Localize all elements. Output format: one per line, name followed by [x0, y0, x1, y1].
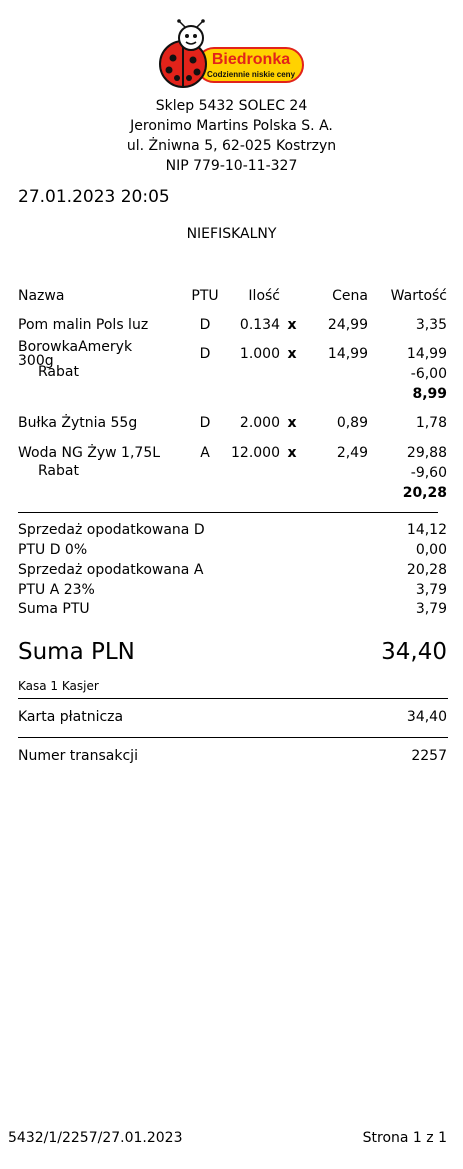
tax-label: Sprzedaż opodatkowana D: [18, 522, 205, 538]
footer-document-id: 5432/1/2257/27.01.2023: [8, 1130, 183, 1146]
item-price: 0,89: [336, 415, 368, 431]
divider: [18, 512, 438, 513]
payment-value: 34,40: [406, 709, 447, 725]
store-line-1: Sklep 5432 SOLEC 24: [155, 98, 308, 114]
item-value: 3,35: [415, 317, 447, 333]
item-qty: 0.134: [239, 317, 280, 333]
item-ptu: D: [199, 346, 211, 362]
item-qty: 1.000: [239, 346, 280, 362]
sum-value: 34,40: [381, 639, 447, 665]
discount-label: Rabat: [38, 364, 79, 380]
item-value: 14,99: [406, 346, 447, 362]
multiply-icon: x: [287, 346, 297, 362]
item-name: BorowkaAmeryk 300g: [18, 339, 133, 369]
tax-value: 0,00: [415, 542, 447, 558]
item-ptu: D: [199, 317, 211, 333]
store-line-3: ul. Żniwna 5, 62-025 Kostrzyn: [126, 138, 337, 154]
divider: [18, 698, 448, 699]
receipt-type: NIEFISKALNY: [186, 226, 277, 242]
footer-page-number: Strona 1 z 1: [362, 1130, 447, 1146]
tax-label: PTU A 23%: [18, 582, 95, 598]
sum-label: Suma PLN: [18, 639, 135, 665]
column-header-name: Nazwa: [18, 288, 65, 304]
divider: [18, 737, 448, 738]
logo-tagline-text: Codziennie niskie ceny: [206, 70, 296, 79]
column-header-ptu: PTU: [191, 288, 219, 304]
tax-value: 3,79: [415, 601, 447, 617]
item-price: 2,49: [336, 445, 368, 461]
store-line-2: Jeronimo Martins Polska S. A.: [130, 118, 333, 134]
item-price: 24,99: [327, 317, 368, 333]
item-name: Bułka Żytnia 55g: [18, 415, 138, 431]
item-value: 1,78: [415, 415, 447, 431]
discount-value: -6,00: [410, 366, 447, 382]
item-qty: 2.000: [239, 415, 280, 431]
item-ptu: D: [199, 415, 211, 431]
item-qty: 12.000: [231, 445, 280, 461]
discount-value: -9,60: [410, 465, 447, 481]
receipt-datetime: 27.01.2023 20:05: [18, 187, 170, 207]
item-name: Pom malin Pols luz: [18, 317, 149, 333]
tax-label: Suma PTU: [18, 601, 90, 617]
tax-label: Sprzedaż opodatkowana A: [18, 562, 204, 578]
payment-label: Karta płatnicza: [18, 709, 124, 725]
tax-value: 20,28: [406, 562, 447, 578]
transaction-label: Numer transakcji: [18, 748, 138, 764]
item-value: 29,88: [406, 445, 447, 461]
column-header-value: Wartość: [390, 288, 447, 304]
discount-label: Rabat: [38, 463, 79, 479]
column-header-price: Cena: [332, 288, 368, 304]
item-name: Woda NG Żyw 1,75L: [18, 445, 161, 461]
multiply-icon: x: [287, 317, 297, 333]
tax-label: PTU D 0%: [18, 542, 88, 558]
transaction-value: 2257: [411, 748, 447, 764]
item-total: 20,28: [402, 485, 447, 501]
biedronka-logo: [155, 20, 307, 90]
item-price: 14,99: [327, 346, 368, 362]
item-ptu: A: [200, 445, 210, 461]
tax-value: 14,12: [406, 522, 447, 538]
multiply-icon: x: [287, 445, 297, 461]
tax-value: 3,79: [415, 582, 447, 598]
cashier-info: Kasa 1 Kasjer: [18, 679, 99, 693]
column-header-qty: Ilość: [248, 288, 280, 304]
multiply-icon: x: [287, 415, 297, 431]
store-nip: NIP 779-10-11-327: [165, 158, 298, 174]
item-total: 8,99: [412, 386, 447, 402]
logo-brand-text: Biedronka: [211, 51, 291, 68]
